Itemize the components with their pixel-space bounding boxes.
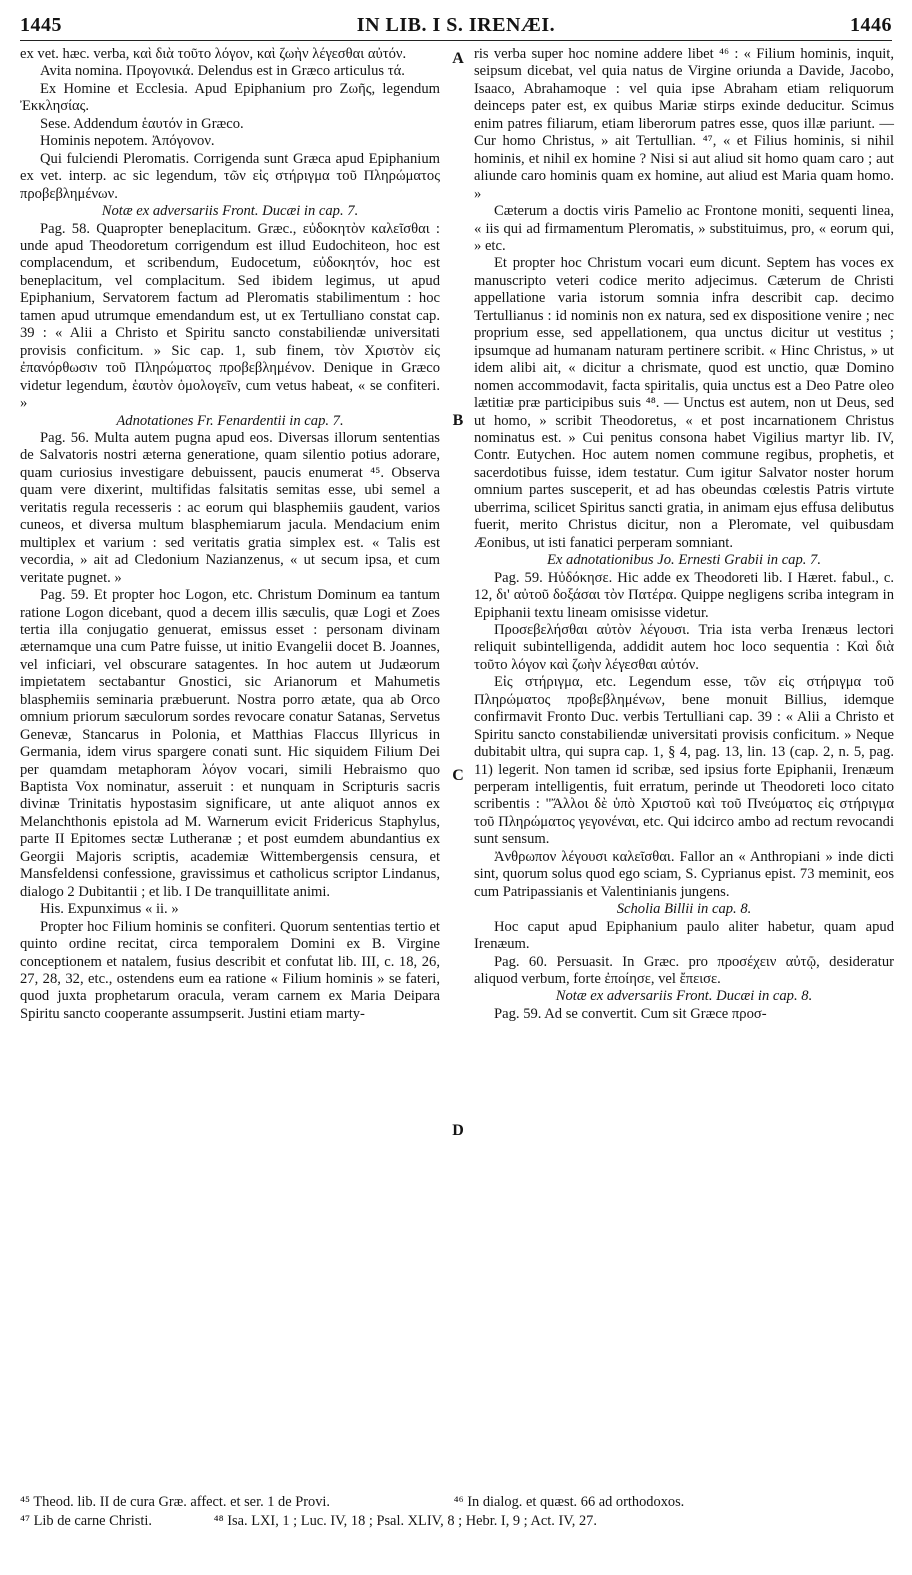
paragraph: Ex Homine et Ecclesia. Apud Epiphanium pro Ζωῆς, legendum Ἐκκλησίας. <box>20 80 440 115</box>
footnote-45: ⁴⁵ Theod. lib. II de cura Græ. affect. et ser. 1 de Provi. <box>20 1494 331 1510</box>
paragraph: Hominis nepotem. Ἀπόγονον. <box>40 133 215 150</box>
paragraph: Pag. 58. Quapropter beneplacitum. Græc., εὐδοκητὸν καλεῖσθαι : unde apud Theodoretum corrigendum est illud Eudochiteon, hoc est complacendum, et scribendum, Eudocetum, εὐδοκητόν, hoc est beneplacitum, vel complacitum. Sed ibidem legimus, ut apud Epiphanium, Servatorem factum ad Pleromatis stabilimentum : hoc tamen apud utrumque emendandum est, ut ex Tertulliano constat cap. 39 : « Alii a Christo et Spiritu sancto constabiliendæ universitati provisis conficitum. » Sic cap. 1, sub finem, τὸν Χριστὸν εἰς ἐπανόρθωσιν τοῦ Πληρώματος προβεβλημένον. Denique in Græco videtur legendum, ἑαυτὸν ὁμολογεῖν, cum vetus habeat, « se confiteri. » <box>20 220 440 412</box>
paragraph: Pag. 59. Ηὐδόκησε. Hic adde ex Theodoreti lib. I Hæret. fabul., c. 12, δι' αὐτοῦ δοξάσαι τὸν Πατέρα. Quippe negligens scriba integram in Epiphanii textu lineam omisisse videtur. <box>474 569 894 621</box>
footnotes-line-1 <box>20 1494 892 1511</box>
section-heading: Notæ ex adversariis Front. Ducæi in cap. 8. <box>555 988 813 1005</box>
footnote-46: ⁴⁶ In dialog. et quæst. 66 ad orthodoxos. <box>453 1494 685 1510</box>
header-rule <box>20 40 892 41</box>
right-column <box>474 46 894 1023</box>
column-number-left: 1445 <box>20 14 62 36</box>
paragraph: Hoc caput apud Epiphanium paulo aliter habetur, quam apud Irenæum. <box>474 918 894 953</box>
running-title: IN LIB. I S. IRENÆI. <box>356 14 556 36</box>
paragraph: Avita nomina. Προγονικά. Delendus est in Græco articulus τά. <box>40 63 405 80</box>
margin-letter-b: B <box>452 412 464 429</box>
column-number-right: 1446 <box>850 14 892 36</box>
paragraph: ex vet. hæc. verba, καὶ διὰ τοῦτο λόγον, καὶ ζωὴν λέγεσθαι αὐτόν. <box>20 46 407 62</box>
paragraph: Ἀνθρωπον λέγουσι καλεῖσθαι. Fallor an « Anthropiani » inde dicti sint, quorum solus quod ego sciam, S. Cyprianus epist. 73 meminit, eos cum Patripassianis et Valentinianis jungens. <box>474 848 894 900</box>
section-heading: Ex adnotationibus Jo. Ernesti Grabii in cap. 7. <box>546 552 822 569</box>
section-heading: Adnotationes Fr. Fenardentii in cap. 7. <box>116 412 344 429</box>
paragraph: Et propter hoc Christum vocari eum dicunt. Septem has voces ex manuscripto veteri codice merito adjecimus. Cæterum de Christi appellatione varia istorum somnia infra describit cap. decimo Tertullianus : id nominis non ex natura, sed ex dispositione venire ; nec proprium esse, sed appellationem, qua unctus dicitur ut vestitus ; ipsumque ad humanam naturam pertinere scribit. « Hinc Christus, » ut idem alibi ait, « dicitur a chrismate, quod est unctio, quæ Domino nomen accommodavit, facta spiritalis, quia unctus est a Deo Patre oleo lætitiæ præ participibus suis ⁴⁸. — Unctus est autem, non ut Deus, sed ut homo, » scribit Theodoretus, « et post incarnationem Christus nominatus est. » Cui penitus consona habet Vigilius martyr lib. IV, Contr. Eutychen. Hoc autem nomen commune regibus, prophetis, et sacerdotibus fuisse, idem testatur. Cum igitur Salvator noster horum omnium partes susceperit, et ad has obeundas cœlestis Patris virtute uberrima, scilicet Spiritus sancti gratia, in animam ejus effusa delibutus fuerit, merito Christus dicitur, non a Pleromate, vel quibusdam Æonibus, ut isti fanatici perperam somniant. <box>474 255 894 551</box>
running-header <box>20 6 892 38</box>
paragraph: Pag. 59. Ad se convertit. Cum sit Græce προσ- <box>494 1005 767 1022</box>
paragraph: Εἰς στήριγμα, etc. Legendum esse, τῶν εἰς στήριγμα τοῦ Πληρώματος προβεβλημένων, bene monuit Billius, idemque confirmavit Fronto Duc. verbis Tertulliani cap. 39 : « Alii a Christo et Spiritu sancto constabiliendæ universitati provisis conficitum. » Neque dubitabit ultra, qui supra cap. 1, § 4, pag. 13, lin. 13 (cap. 2, n. 5, pag. 11) legerit. Non tamen id scribæ, sed ipsius forte Epiphanii, Irenæum perperam intelligentis, fuit erratum, perinde ut Theodoreti loco citato scribentis : "Ἄλλοι δὲ ὑπὸ Χριστοῦ καὶ τοῦ Πνεύματος εἰς στήριγμα τοῦ Πληρώματος γεγονέναι, etc. Qui idcirco ambo ad rectum revocandi sunt sensum. <box>474 674 894 848</box>
paragraph: Pag. 59. Et propter hoc Logon, etc. Christum Dominum ea tantum ratione Logon dicebant, quod a decem illis sæculis, quæ Logi et Zoes tertia illa conjugatio genuerat, emissus esset : personam divinam æternamque una cum Patre fuisse, ut initio Evangelii docet B. Joannes, vel inficiari, vel obscurare satagentes. In hoc autem ut Judæorum impietatem sectabantur Gnostici, sic Arianorum et Mahumetis blasphemiis seminaria præbuerunt. Nostra porro ætate, qua ab Orco omnium priorum sæculorum sordes revocare conatur Satanas, Servetus Genevæ, Stancarus in Polonia, et Matthias Flaccus Illyricus in Germania, idem virus spargere conati sunt. Hic siquidem Filium Dei per quamdam metaphoram λόγον vocari, simili Hebraismo quo Baptista Vox nominatur, asseruit : et nunquam in Scripturis sacris divinæ Trinitatis hypostasim significare, ut ante aliquot annos ex Melanchthonis epistola ad M. Warnerum evicit Fridericus Staphylus, parte II Epitomes sectæ Lutheranæ ; et post eumdem abundantius ex Georgii Majoris scriptis, academiæ Wittembergensis censura, et Mansfeldensi confessione, gravissimus et catholicus scriptor Lindanus, dialogo 2 Dubitantii ; et lib. I De tranquillitate animi. <box>20 587 440 900</box>
footnote-48: ⁴⁸ Isa. LXI, 1 ; Luc. IV, 18 ; Psal. XLIV, 8 ; Hebr. I, 9 ; Act. IV, 27. <box>213 1513 597 1529</box>
section-heading: Scholia Billii in cap. 8. <box>616 901 752 918</box>
footnotes-line-2 <box>20 1513 892 1530</box>
section-heading: Notæ ex adversariis Front. Ducæi in cap. 7. <box>101 203 359 220</box>
left-column <box>20 46 440 1023</box>
paragraph: ris verba super hoc nomine addere libet ⁴⁶ : « Filium hominis, inquit, seipsum dicebat, vel quia natus de Virgine oriunda a Davide, Jacobo, Isaaco, Abrahamoque : vel quia ipse Abraham etiam reliquorum deinceps pater est, ex quibus Mariæ stirps exinde deducitur. Scimus enim patres filiarum, etiam liberorum patres esse, quos illæ pariunt. — Cur homo Christus, » ait Tertullian. ⁴⁷, « et Filius hominis, si nihil hominis, et nihil ex homine ? Nisi si aut aliud sit homo quam caro ; aut aliunde caro hominis quam ex homine, aut aliud est Maria quam homo. » <box>474 46 894 202</box>
margin-letter-c: C <box>452 767 464 784</box>
paragraph: Propter hoc Filium hominis se confiteri. Quorum sententias tertio et quinto ordine recitat, circa temporalem Domini ex B. Virgine conceptionem et natalem, fusius describit et confutat lib. III, c. 18, 26, 27, 28, 32, etc., ostendens eum ea ratione « Filium hominis » se fateri, quod juxta prophetarum oracula, veram carnem ex Maria Deipara Spiritu sancto cooperante assumpserit. Justini etiam marty- <box>20 918 440 1022</box>
margin-letter-a: A <box>452 50 464 67</box>
paragraph: Sese. Addendum ἑαυτόν in Græco. <box>40 115 244 132</box>
margin-letter-d: D <box>452 1122 464 1139</box>
paragraph: Cæterum a doctis viris Pamelio ac Frontone moniti, sequenti linea, « iis qui ad firmamentum Pleromatis, » substituimus, pro, « eorum qui, » etc. <box>474 203 894 254</box>
paragraph: Qui fulciendi Pleromatis. Corrigenda sunt Græca apud Epiphanium ex vet. interp. ac sic legendum, τῶν εἰς στήριγμα τοῦ Πληρώματος προβεβλημένων. <box>20 150 440 202</box>
footnote-47: ⁴⁷ Lib de carne Christi. <box>20 1513 152 1529</box>
paragraph: His. Expunximus « ii. » <box>40 901 179 918</box>
paragraph: Pag. 60. Persuasit. In Græc. pro προσέχειν αὐτῷ, desideratur aliquod verbum, forte ἐποίησε, vel ἔπεισε. <box>474 953 894 988</box>
paragraph: Pag. 56. Multa autem pugna apud eos. Diversas illorum sententias de Salvatoris nostri æterna generatione, quam silentio potius adorare, quam curiosius investigare debuissent, paucis enumerat ⁴⁵. Observa quam vere dixerint, multifidas falsitatis semitas esse, ubi semel a veritatis regula recesseris : ac eorum qui blasphemiis gaudent, varios cuneos, et diversa multum blasphemiarum jacula. Mendacium enim multiplex et varium : sed veritatis gratia simplex est. « Talis est vecordia, » ait ad Cledonium Nazianzenus, « ut secum ipsa, et cum veritate pugnet. » <box>20 429 440 586</box>
paragraph: Προσεβελήσθαι αὐτὸν λέγουσι. Tria ista verba Irenæus lectori reliquit subintelligenda, addidit autem hoc loco sequentia : Καὶ διὰ τοῦτο λόγον καὶ ζωὴν λέγεσθαι αὐτόν. <box>474 621 894 673</box>
